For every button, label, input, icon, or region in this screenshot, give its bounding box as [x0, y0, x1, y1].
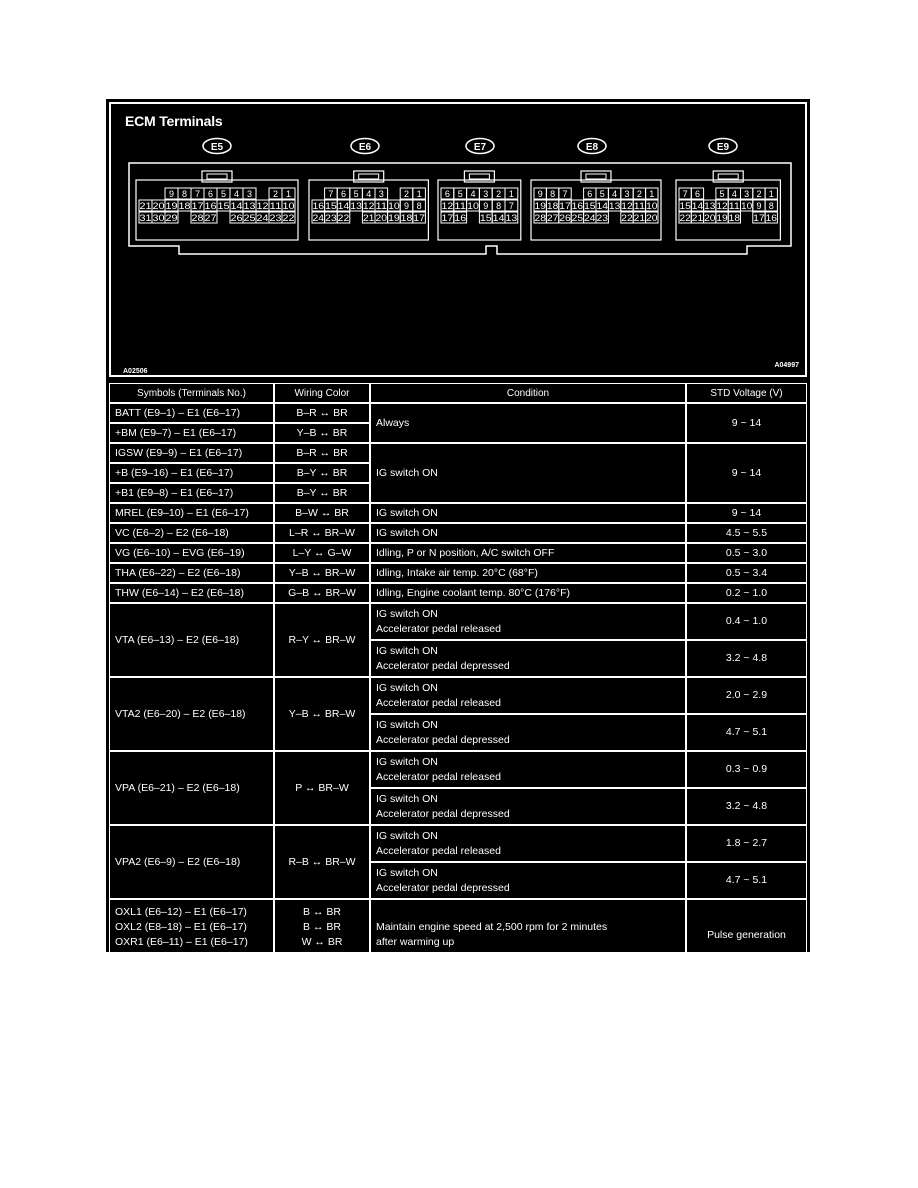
pin-number: 10 — [741, 201, 753, 211]
pin-number: 12 — [441, 201, 454, 211]
pin-number: 25 — [571, 213, 584, 223]
pin-number: 14 — [337, 201, 350, 211]
pin-number: 4 — [366, 189, 372, 199]
pin-number: 6 — [694, 189, 700, 199]
terminal-symbol: THW (E6–14) – E2 (E6–18) — [109, 583, 274, 603]
terminal-symbol: VPA2 (E6–9) – E2 (E6–18) — [109, 825, 274, 899]
pin-number: 29 — [165, 213, 178, 223]
pin-number: 24 — [256, 213, 269, 223]
pin-number: 17 — [559, 201, 571, 211]
wiring-color — [274, 1004, 370, 1037]
table-row — [109, 563, 807, 583]
pin-number: 3 — [246, 189, 253, 199]
pin-number: 6 — [340, 189, 347, 199]
pin-number: 19 — [534, 201, 546, 211]
table-row — [109, 503, 807, 523]
pin-number: 5 — [220, 189, 227, 199]
cell-line: OXR1 (E6–11) – E1 (E6–17) — [115, 936, 248, 948]
terminal-symbol: MREL (E9–10) – E1 (E6–17) — [109, 503, 274, 523]
pin-number: 1 — [285, 189, 292, 199]
cell-line: R–B ↔ BR — [296, 1021, 348, 1034]
cell-line: Accelerator pedal depressed — [376, 807, 510, 820]
pin-number: 14 — [596, 201, 608, 211]
condition — [370, 862, 686, 899]
cell-line: B ↔ BR — [303, 921, 341, 933]
pin-number: 20 — [152, 201, 165, 211]
pin-number: 17 — [753, 213, 765, 223]
pin-number: 15 — [679, 201, 691, 211]
std-voltage: 4.5 ~ 5.5 — [686, 523, 807, 543]
terminal-symbol — [109, 899, 274, 971]
cell-line: Accelerator pedal depressed — [376, 881, 510, 894]
pin-number: 8 — [550, 189, 556, 199]
pin-number: 21 — [139, 201, 152, 211]
cell-line: Accelerator pedal released — [376, 622, 501, 635]
cell-line: IG switch ON — [376, 526, 438, 539]
header-condition: Condition — [370, 383, 686, 403]
wiring-color: P ↔ BR–W — [274, 751, 370, 825]
std-voltage: 0.4 ~ 1.0 — [686, 603, 807, 640]
std-voltage: 0.5 ~ 3.4 — [686, 563, 807, 583]
connector-label: E9 — [716, 142, 730, 153]
condition — [370, 714, 686, 751]
cell-line: IG switch ON — [376, 718, 438, 731]
pin-number: 22 — [282, 213, 295, 223]
cell-line: IG switch ON — [376, 829, 438, 842]
cell-line: OXL1 (E6–12) – E1 (E6–17) — [115, 906, 247, 918]
table-row — [109, 443, 807, 463]
wiring-color: B–Y ↔ BR — [274, 483, 370, 503]
pin-number: 7 — [194, 189, 201, 199]
wiring-color: R–B ↔ BR–W — [274, 825, 370, 899]
cell-line: IG switch ON — [376, 681, 438, 694]
cell-line: Y ↔ BR — [303, 1006, 341, 1019]
condition — [370, 443, 686, 503]
pin-number: 17 — [191, 201, 204, 211]
pin-number: 22 — [679, 213, 691, 223]
pin-number: 16 — [204, 201, 217, 211]
pin-number: 4 — [731, 189, 737, 199]
pin-number: 3 — [624, 189, 630, 199]
pin-number: 11 — [375, 201, 388, 211]
pin-number: 6 — [207, 189, 214, 199]
table-row — [109, 603, 807, 640]
condition — [370, 640, 686, 677]
cell-line: IG switch ON — [376, 607, 438, 620]
pin-number: 27 — [204, 213, 217, 223]
condition — [370, 788, 686, 825]
connector-latch-inner — [586, 174, 606, 179]
pin-number: 1 — [416, 189, 422, 199]
connector-latch-inner — [469, 174, 489, 179]
pin-number: 5 — [599, 189, 605, 199]
condition — [370, 677, 686, 714]
pin-number: 12 — [621, 201, 633, 211]
condition — [370, 563, 686, 583]
cell-line: B ↔ BR — [303, 906, 341, 918]
terminal-symbol: +B (E9–16) – E1 (E6–17) — [109, 463, 274, 483]
pin-number: 16 — [571, 201, 584, 211]
std-voltage: 2.0 ~ 2.9 — [686, 677, 807, 714]
pin-number: 13 — [704, 201, 716, 211]
cell-line: Always — [376, 416, 410, 429]
table-row — [109, 899, 807, 971]
pin-number: 6 — [444, 189, 450, 199]
condition: Idling — [370, 971, 686, 1004]
pin-number: 16 — [312, 201, 325, 211]
pin-number: 5 — [719, 189, 725, 199]
table-row — [109, 825, 807, 862]
pin-number: 13 — [243, 201, 256, 211]
pin-number: 12 — [716, 201, 728, 211]
pin-number: 11 — [269, 201, 282, 211]
connector-label: E5 — [210, 142, 224, 153]
pin-number: 24 — [584, 213, 596, 223]
pin-number: 21 — [633, 213, 646, 223]
pin-number: 9 — [168, 189, 175, 199]
cell-line: Accelerator pedal released — [376, 770, 501, 783]
pin-number: 5 — [353, 189, 359, 199]
pin-number: 31 — [139, 213, 152, 223]
table-row — [109, 971, 807, 1004]
pin-number: 10 — [467, 201, 479, 211]
pin-number: 10 — [646, 201, 658, 211]
cell-line: Accelerator pedal released — [376, 844, 501, 857]
wiring-color: L–Y ↔ G–W — [274, 543, 370, 563]
pin-number: 9 — [483, 201, 489, 211]
figure-ref-left: A02506 — [123, 368, 148, 375]
cell-line: W ↔ BR — [301, 951, 343, 963]
wiring-color: Y–B ↔ BR — [274, 423, 370, 443]
std-voltage: 4.7 ~ 5.1 — [686, 714, 807, 751]
std-voltage: 1.8 ~ 2.7 — [686, 825, 807, 862]
pin-number: 17 — [441, 213, 454, 223]
connector-label: E7 — [473, 142, 487, 153]
pin-number: 7 — [562, 189, 568, 199]
terminal-symbol: +BM (E9–7) – E1 (E6–17) — [109, 423, 274, 443]
pin-number: 18 — [728, 213, 740, 223]
pin-number: 8 — [768, 201, 774, 211]
cell-line: IG switch ON — [376, 506, 438, 519]
condition — [370, 751, 686, 788]
wiring-color — [274, 899, 370, 971]
pin-number: 8 — [181, 189, 188, 199]
pin-number: 20 — [375, 213, 388, 223]
pin-number: 2 — [403, 189, 410, 199]
pin-number: 24 — [312, 213, 325, 223]
terminal-symbol: IGSW (E9–9) – E1 (E6–17) — [109, 443, 274, 463]
cell-line: HTL (E6–4) – E1 (E6–17) — [115, 973, 234, 986]
connector-latch-inner — [359, 174, 379, 179]
std-voltage: 0.3 ~ 0.9 — [686, 751, 807, 788]
header-wiring-color: Wiring Color — [274, 383, 370, 403]
connector-latch-inner — [207, 174, 227, 179]
cell-line: R ↔ BR — [302, 973, 342, 986]
pin-number: 8 — [416, 201, 422, 211]
condition: IG switch ON — [370, 1004, 686, 1037]
pin-number: 10 — [388, 201, 400, 211]
pin-number: 21 — [691, 213, 704, 223]
pin-number: 6 — [587, 189, 593, 199]
table-row — [109, 677, 807, 714]
pin-number: 1 — [768, 189, 774, 199]
pin-number: 17 — [413, 213, 425, 223]
std-voltage: 4.7 ~ 5.1 — [686, 862, 807, 899]
terminal-symbol — [109, 971, 274, 1004]
pin-number: 16 — [454, 213, 467, 223]
pin-number: 4 — [233, 189, 240, 199]
cell-line: L ↔ BR — [303, 988, 341, 1001]
pin-number: 11 — [728, 201, 740, 211]
cell-line: IG switch ON — [376, 792, 438, 805]
cell-line: Accelerator pedal released — [376, 696, 501, 709]
pin-number: 18 — [400, 213, 413, 223]
terminal-symbol: BATT (E9–1) – E1 (E6–17) — [109, 403, 274, 423]
cell-line: HTR2 (E8–7) – E1 (E6–17) — [115, 1021, 242, 1034]
pin-number: 22 — [621, 213, 633, 223]
pin-number: 15 — [217, 201, 230, 211]
pin-number: 26 — [559, 213, 571, 223]
wiring-color: Y–B ↔ BR–W — [274, 563, 370, 583]
pin-number: 11 — [454, 201, 467, 211]
table-row — [109, 543, 807, 563]
terminal-table — [109, 383, 807, 1037]
pin-number: 7 — [328, 189, 334, 199]
cell-line: Idling, P or N position, A/C switch OFF — [376, 546, 555, 559]
pin-number: 14 — [230, 201, 243, 211]
pin-number: 23 — [269, 213, 282, 223]
diagram-title: ECM Terminals — [125, 113, 223, 129]
connector-label: E6 — [358, 142, 372, 153]
pin-number: 9 — [756, 201, 762, 211]
pin-number: 3 — [744, 189, 750, 199]
cell-line: W ↔ BR — [301, 936, 343, 948]
cell-line: Idling, Engine coolant temp. 80°C (176°F) — [376, 586, 571, 599]
table-row — [109, 403, 807, 423]
pin-number: 23 — [596, 213, 608, 223]
header-std-voltage: STD Voltage (V) — [686, 383, 807, 403]
cell-line: Idling, Intake air temp. 20°C (68°F) — [376, 566, 538, 579]
cell-line: HTL2 (E8–8) – E1 (E6–17) — [115, 988, 240, 1001]
wiring-color: L–R ↔ BR–W — [274, 523, 370, 543]
condition — [370, 543, 686, 563]
pin-number: 15 — [479, 213, 492, 223]
pin-number: 14 — [492, 213, 505, 223]
std-voltage: 9 ~ 14 — [686, 503, 807, 523]
cell-line: HTR (E6–3) – E1 (E6–17) — [115, 1006, 236, 1019]
connector-latch-inner — [718, 174, 738, 179]
table-row — [109, 751, 807, 788]
table-header-row — [109, 383, 807, 403]
pin-number: 10 — [282, 201, 295, 211]
pin-number: 9 — [537, 189, 543, 199]
wiring-color: B–R ↔ BR — [274, 443, 370, 463]
cell-line: IG switch ON — [376, 866, 438, 879]
pin-number: 4 — [470, 189, 476, 199]
pin-number: 9 — [403, 201, 410, 211]
pin-number: 18 — [546, 201, 559, 211]
connector-diagram — [109, 102, 807, 377]
terminal-symbol: VC (E6–2) – E2 (E6–18) — [109, 523, 274, 543]
wiring-color: Y–B ↔ BR–W — [274, 677, 370, 751]
condition — [370, 523, 686, 543]
pin-number: 1 — [508, 189, 514, 199]
pin-number: 22 — [337, 213, 350, 223]
terminal-symbol: VTA2 (E6–20) – E2 (E6–18) — [109, 677, 274, 751]
pin-number: 5 — [457, 189, 463, 199]
pin-number: 20 — [646, 213, 658, 223]
terminal-symbol: +B1 (E9–8) – E1 (E6–17) — [109, 483, 274, 503]
cell-line: IG switch ON — [376, 466, 438, 479]
pin-number: 15 — [325, 201, 337, 211]
table-row — [109, 1004, 807, 1037]
pin-number: 21 — [362, 213, 375, 223]
wiring-color — [274, 971, 370, 1004]
connector-drawings — [111, 104, 805, 375]
pin-number: 25 — [243, 213, 256, 223]
pin-number: 13 — [505, 213, 518, 223]
pin-number: 14 — [691, 201, 704, 211]
pin-number: 28 — [534, 213, 546, 223]
pin-number: 7 — [682, 189, 688, 199]
figure-ref-right: A04997 — [774, 362, 799, 369]
std-voltage: 9 ~ 14 — [686, 443, 807, 503]
condition — [370, 825, 686, 862]
std-voltage: 3.2 ~ 4.8 — [686, 640, 807, 677]
pin-number: 19 — [716, 213, 728, 223]
pin-number: 16 — [765, 213, 777, 223]
cell-line: OXR2 (E8–27) – E1 (E6–17) — [115, 951, 249, 963]
cell-line: after warming up — [376, 936, 455, 948]
condition — [370, 603, 686, 640]
pin-number: 3 — [483, 189, 489, 199]
terminal-symbol: VG (E6–10) – EVG (E6–19) — [109, 543, 274, 563]
terminal-symbol: THA (E6–22) – E2 (E6–18) — [109, 563, 274, 583]
std-voltage: 3.2 ~ 4.8 — [686, 788, 807, 825]
pin-number: 19 — [165, 201, 178, 211]
table-row — [109, 523, 807, 543]
pin-number: 7 — [508, 201, 514, 211]
connector-label: E8 — [585, 142, 599, 153]
std-voltage: 0.2 ~ 1.0 — [686, 583, 807, 603]
wiring-color: B–R ↔ BR — [274, 403, 370, 423]
condition — [370, 583, 686, 603]
pin-number: 23 — [325, 213, 337, 223]
pin-number: 30 — [152, 213, 165, 223]
pin-number: 11 — [633, 201, 646, 211]
pin-number: 3 — [378, 189, 384, 199]
pin-number: 28 — [191, 213, 204, 223]
ecm-terminal-chart — [106, 99, 810, 1034]
std-voltage: 9 ~ 14 — [686, 403, 807, 443]
pin-number: 20 — [704, 213, 716, 223]
pin-number: 13 — [350, 201, 362, 211]
pin-number: 19 — [388, 213, 400, 223]
wiring-color: B–Y ↔ BR — [274, 463, 370, 483]
terminal-symbol — [109, 1004, 274, 1037]
cell-line: Maintain engine speed at 2,500 rpm for 2 minutes — [376, 921, 608, 933]
pin-number: 12 — [256, 201, 269, 211]
wiring-color: R–Y ↔ BR–W — [274, 603, 370, 677]
condition — [370, 503, 686, 523]
cell-line: Accelerator pedal depressed — [376, 733, 510, 746]
condition — [370, 403, 686, 443]
std-voltage: 9 ~ 14 — [686, 1004, 807, 1037]
std-voltage: Below 3.0 — [686, 971, 807, 1004]
pin-number: 2 — [636, 189, 642, 199]
pin-number: 2 — [496, 189, 502, 199]
cell-line: OXL2 (E8–18) – E1 (E6–17) — [115, 921, 247, 933]
terminal-symbol: VPA (E6–21) – E2 (E6–18) — [109, 751, 274, 825]
condition — [370, 899, 686, 971]
wiring-color: G–B ↔ BR–W — [274, 583, 370, 603]
pin-number: 8 — [496, 201, 502, 211]
cell-line: Accelerator pedal depressed — [376, 659, 510, 672]
cell-line: IG switch ON — [376, 755, 438, 768]
pin-number: 15 — [584, 201, 596, 211]
pin-number: 2 — [756, 189, 762, 199]
terminal-symbol: VTA (E6–13) – E2 (E6–18) — [109, 603, 274, 677]
std-voltage: 0.5 ~ 3.0 — [686, 543, 807, 563]
pin-number: 27 — [546, 213, 559, 223]
std-voltage: Pulse generation — [686, 899, 807, 971]
pin-number: 2 — [272, 189, 279, 199]
pin-number: 4 — [612, 189, 618, 199]
pin-number: 18 — [178, 201, 191, 211]
wiring-color: B–W ↔ BR — [274, 503, 370, 523]
pin-number: 26 — [230, 213, 243, 223]
pin-number: 13 — [608, 201, 621, 211]
table-row — [109, 583, 807, 603]
cell-line: IG switch ON — [376, 644, 438, 657]
pin-number: 12 — [362, 201, 375, 211]
header-symbols: Symbols (Terminals No.) — [109, 383, 274, 403]
pin-number: 1 — [649, 189, 655, 199]
